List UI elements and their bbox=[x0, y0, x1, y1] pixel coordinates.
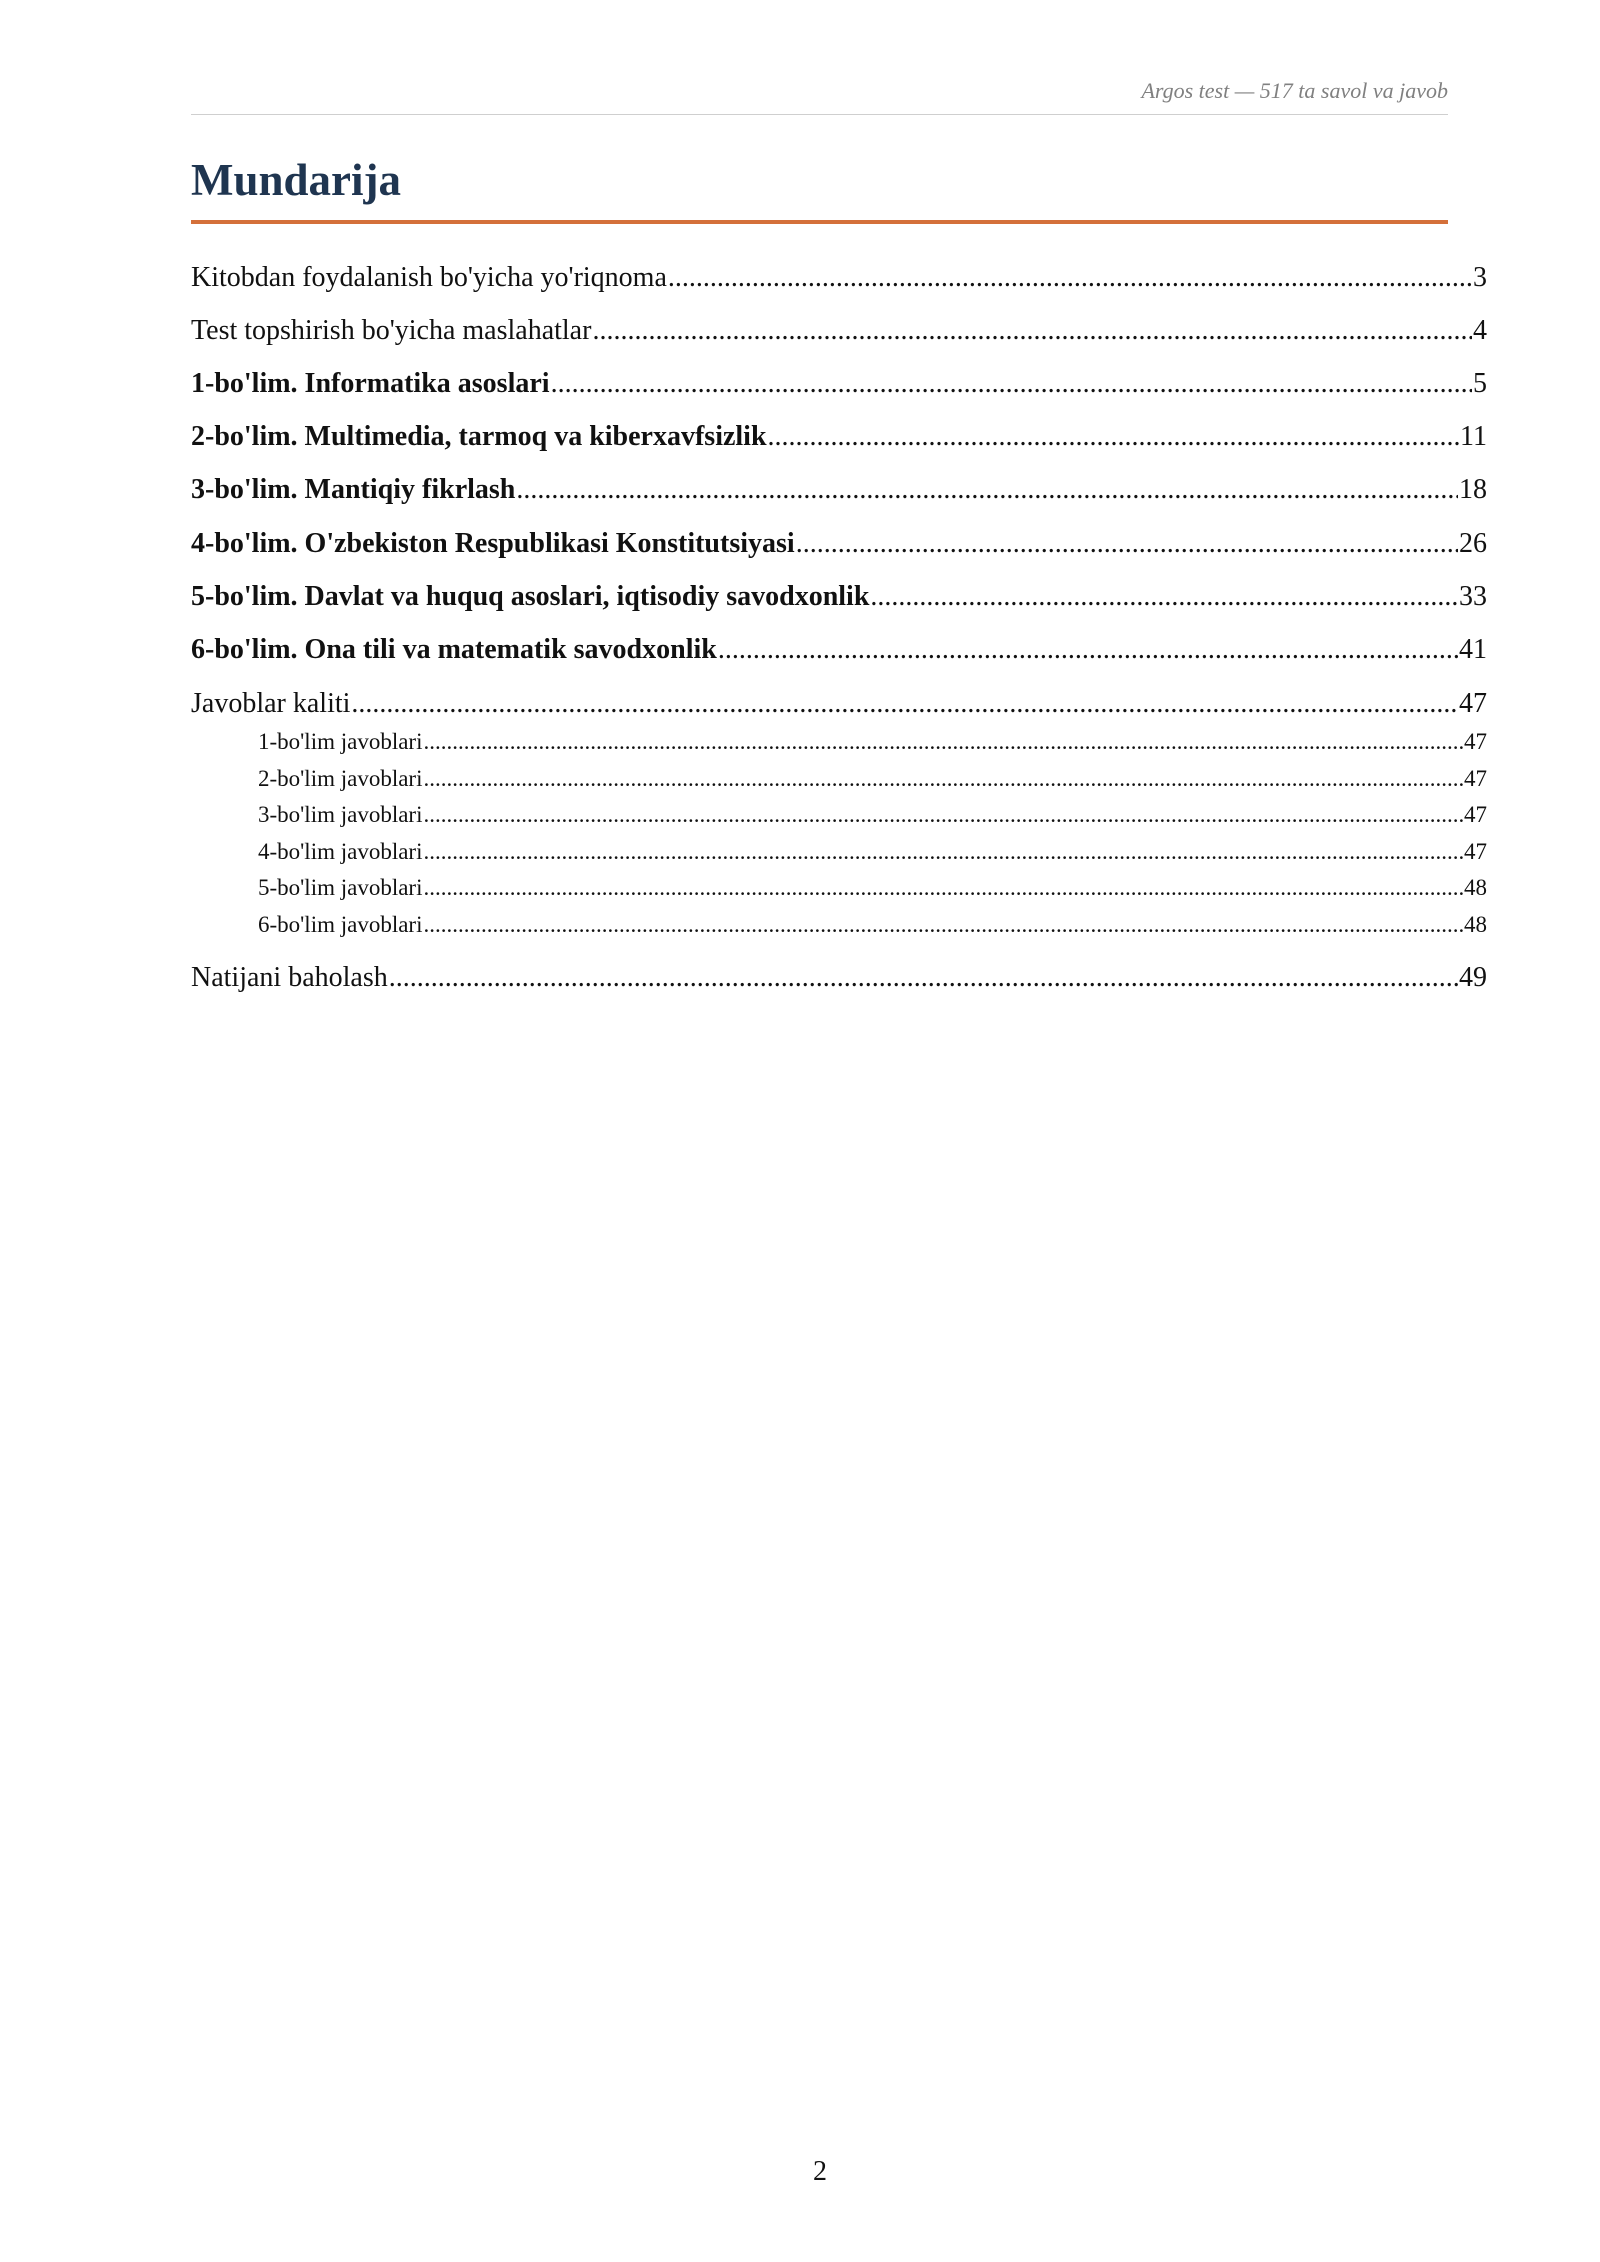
toc-dot-leader bbox=[768, 417, 1460, 457]
toc-entry-page: 5 bbox=[1473, 368, 1487, 399]
toc-dot-leader bbox=[423, 872, 1463, 904]
toc-subentry-label: 2-bo'lim javoblari bbox=[258, 766, 423, 791]
toc-dot-leader bbox=[516, 470, 1458, 510]
toc-entry-page: 3 bbox=[1473, 262, 1487, 293]
toc-subentry[interactable] bbox=[258, 799, 1487, 831]
toc-dot-leader bbox=[423, 836, 1463, 868]
toc-entry[interactable] bbox=[191, 364, 1487, 404]
toc-entry[interactable] bbox=[191, 470, 1487, 510]
toc-entry-label: 4-bo'lim. O'zbekiston Respublikasi Konstitutsiyasi bbox=[191, 528, 795, 559]
toc-subentry-page: 47 bbox=[1464, 729, 1487, 754]
toc-entry-label: 6-bo'lim. Ona tili va matematik savodxonlik bbox=[191, 634, 717, 665]
toc-entry[interactable] bbox=[191, 524, 1487, 564]
toc-entry-label: 1-bo'lim. Informatika asoslari bbox=[191, 368, 550, 399]
toc-entry[interactable] bbox=[191, 417, 1487, 457]
toc-dot-leader bbox=[389, 958, 1458, 998]
toc-dot-leader bbox=[551, 364, 1472, 404]
toc-subentry-label: 4-bo'lim javoblari bbox=[258, 839, 423, 864]
toc-subentry-page: 48 bbox=[1464, 912, 1487, 937]
toc-subentry[interactable] bbox=[258, 872, 1487, 904]
toc-dot-leader bbox=[423, 799, 1463, 831]
toc-subentry-label: 5-bo'lim javoblari bbox=[258, 875, 423, 900]
toc-subentry-label: 1-bo'lim javoblari bbox=[258, 729, 423, 754]
toc-entry[interactable] bbox=[191, 958, 1487, 998]
page-title: Mundarija bbox=[191, 155, 402, 205]
toc-dot-leader bbox=[351, 684, 1458, 724]
toc-entry-page: 47 bbox=[1459, 688, 1487, 719]
toc-dot-leader bbox=[423, 763, 1463, 795]
toc-entry-label: Kitobdan foydalanish bo'yicha yo'riqnoma bbox=[191, 262, 667, 293]
toc-subentry[interactable] bbox=[258, 836, 1487, 868]
toc-subentry-page: 47 bbox=[1464, 802, 1487, 827]
toc-entry-page: 41 bbox=[1459, 634, 1487, 665]
toc-entry-label: Natijani baholash bbox=[191, 962, 388, 993]
toc-entry-page: 18 bbox=[1459, 474, 1487, 505]
toc-entry-page: 33 bbox=[1459, 581, 1487, 612]
page-number: 2 bbox=[813, 2156, 827, 2187]
toc-entry[interactable] bbox=[191, 577, 1487, 617]
toc-subentry[interactable] bbox=[258, 909, 1487, 941]
toc-dot-leader bbox=[592, 311, 1472, 351]
toc-dot-leader bbox=[796, 524, 1458, 564]
toc-dot-leader bbox=[423, 726, 1463, 758]
toc-dot-leader bbox=[718, 630, 1458, 670]
toc-subentry[interactable] bbox=[258, 726, 1487, 758]
toc-entry-page: 4 bbox=[1473, 315, 1487, 346]
toc-entry[interactable] bbox=[191, 684, 1487, 724]
toc-entry-page: 11 bbox=[1460, 421, 1487, 452]
toc-entry-label: 5-bo'lim. Davlat va huquq asoslari, iqtisodiy savodxonlik bbox=[191, 581, 870, 612]
toc-entry-page: 26 bbox=[1459, 528, 1487, 559]
toc-entry-label: 2-bo'lim. Multimedia, tarmoq va kiberxavfsizlik bbox=[191, 421, 767, 452]
toc-entry[interactable] bbox=[191, 258, 1487, 298]
toc-dot-leader bbox=[423, 909, 1463, 941]
toc-subentry-page: 48 bbox=[1464, 875, 1487, 900]
toc-subentry-page: 47 bbox=[1464, 839, 1487, 864]
toc-entry[interactable] bbox=[191, 311, 1487, 351]
running-header: Argos test — 517 ta savol va javob bbox=[1141, 78, 1448, 103]
toc-subentry-label: 6-bo'lim javoblari bbox=[258, 912, 423, 937]
toc-dot-leader bbox=[870, 577, 1458, 617]
toc-subentry[interactable] bbox=[258, 763, 1487, 795]
toc-entry-label: Test topshirish bo'yicha maslahatlar bbox=[191, 315, 592, 346]
toc-entry-page: 49 bbox=[1459, 962, 1487, 993]
table-of-contents bbox=[191, 0, 1487, 1100]
toc-subentry-page: 47 bbox=[1464, 766, 1487, 791]
toc-subentry-label: 3-bo'lim javoblari bbox=[258, 802, 423, 827]
toc-dot-leader bbox=[668, 258, 1472, 298]
toc-entry-label: Javoblar kaliti bbox=[191, 688, 351, 719]
toc-entry-label: 3-bo'lim. Mantiqiy fikrlash bbox=[191, 474, 516, 505]
toc-entry[interactable] bbox=[191, 630, 1487, 670]
